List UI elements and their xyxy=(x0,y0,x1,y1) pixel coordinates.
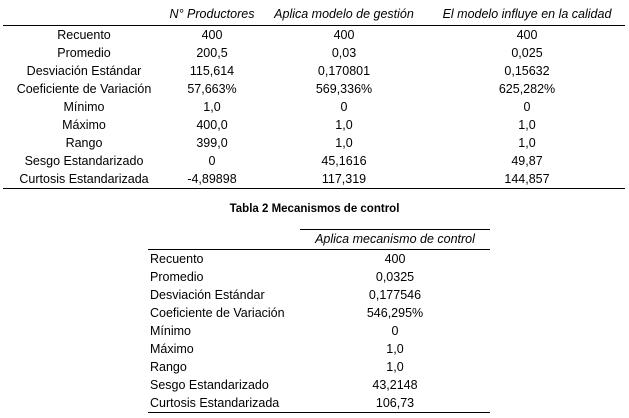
value-cell: 45,1616 xyxy=(321,154,367,168)
table-row xyxy=(148,250,490,269)
value-cell: 1,0 xyxy=(335,136,353,150)
value-cell: 400 xyxy=(384,252,406,266)
value-cell: 1,0 xyxy=(335,118,353,132)
value-cell: 0 xyxy=(523,100,531,114)
value-cell: 400 xyxy=(516,28,538,42)
value-cell: 0,03 xyxy=(331,46,357,60)
row-label-cell: Curtosis Estandarizada xyxy=(148,394,300,413)
statistics-table-2 xyxy=(148,229,490,413)
table-row xyxy=(148,304,490,322)
value-cell: 1,0 xyxy=(386,360,404,374)
table-row xyxy=(3,152,625,170)
row-label-cell: Mínimo xyxy=(150,324,191,338)
row-label-cell: Rango xyxy=(150,360,187,374)
table-caption: Tabla 2 Mecanismos de control xyxy=(229,203,400,215)
row-label-cell: Desviación Estándar xyxy=(150,288,265,302)
row-label-cell: Rango xyxy=(65,136,103,150)
value-cell: 200,5 xyxy=(196,46,228,60)
value-cell: 1,0 xyxy=(203,100,221,114)
value-cell: 1,0 xyxy=(386,342,404,356)
table-row xyxy=(148,376,490,394)
value-cell: 0,0325 xyxy=(375,270,415,284)
value-cell: -4,89898 xyxy=(165,170,259,189)
table-body xyxy=(3,26,625,189)
value-cell: 546,295% xyxy=(366,306,424,320)
row-label-cell: Coeficiente de Variación xyxy=(16,82,152,96)
value-cell: 0,15632 xyxy=(504,64,550,78)
table-row xyxy=(3,134,625,152)
value-cell: 1,0 xyxy=(518,118,536,132)
table-row xyxy=(3,80,625,98)
table-row xyxy=(148,322,490,340)
row-label-cell: Sesgo Estandarizado xyxy=(24,154,144,168)
value-cell: 400 xyxy=(333,28,355,42)
table-row xyxy=(148,358,490,376)
value-cell: 0 xyxy=(340,100,348,114)
header-cell: Aplica mecanismo de control xyxy=(300,230,490,250)
table-header-row xyxy=(148,230,490,250)
table-row xyxy=(148,268,490,286)
value-cell: 49,87 xyxy=(511,154,543,168)
row-label-cell: Promedio xyxy=(57,46,111,60)
value-cell: 106,73 xyxy=(300,394,490,413)
row-label-cell: Recuento xyxy=(57,28,111,42)
table-row xyxy=(3,116,625,134)
value-cell: 115,614 xyxy=(189,64,235,78)
row-label-cell: Mínimo xyxy=(63,100,105,114)
value-cell: 0,025 xyxy=(511,46,543,60)
table-row xyxy=(148,340,490,358)
table-body xyxy=(148,250,490,413)
row-label-cell: Promedio xyxy=(150,270,204,284)
table-row xyxy=(3,170,625,189)
header-cell: N° Productores xyxy=(165,5,259,26)
row-label-cell: Curtosis Estandarizada xyxy=(3,170,165,189)
row-label-cell: Recuento xyxy=(150,252,204,266)
row-label-cell: Coeficiente de Variación xyxy=(150,306,285,320)
header-cell xyxy=(3,5,165,26)
row-label-cell: Máximo xyxy=(150,342,194,356)
table-row xyxy=(148,394,490,413)
value-cell: 144,857 xyxy=(429,170,625,189)
header-cell xyxy=(148,230,300,250)
row-label-cell: Desviación Estándar xyxy=(26,64,142,78)
statistics-table-1 xyxy=(3,5,625,189)
value-cell: 0 xyxy=(391,324,399,338)
value-cell: 117,319 xyxy=(259,170,429,189)
value-cell: 400 xyxy=(201,28,223,42)
value-cell: 57,663% xyxy=(187,82,237,96)
value-cell: 1,0 xyxy=(518,136,536,150)
header-cell: El modelo influye en la calidad xyxy=(429,5,625,26)
value-cell: 569,336% xyxy=(315,82,373,96)
table-row xyxy=(3,62,625,80)
value-cell: 0,170801 xyxy=(317,64,371,78)
value-cell: 625,282% xyxy=(498,82,556,96)
header-cell: Aplica modelo de gestión xyxy=(259,5,429,26)
value-cell: 399,0 xyxy=(196,136,228,150)
table-row xyxy=(148,286,490,304)
table-row xyxy=(3,44,625,62)
table-row xyxy=(3,26,625,45)
value-cell: 0,177546 xyxy=(368,288,422,302)
value-cell: 0 xyxy=(208,154,216,168)
table-row xyxy=(3,98,625,116)
table-header-row xyxy=(3,5,625,26)
value-cell: 400,0 xyxy=(196,118,228,132)
value-cell: 43,2148 xyxy=(372,378,418,392)
row-label-cell: Sesgo Estandarizado xyxy=(150,378,269,392)
row-label-cell: Máximo xyxy=(62,118,106,132)
